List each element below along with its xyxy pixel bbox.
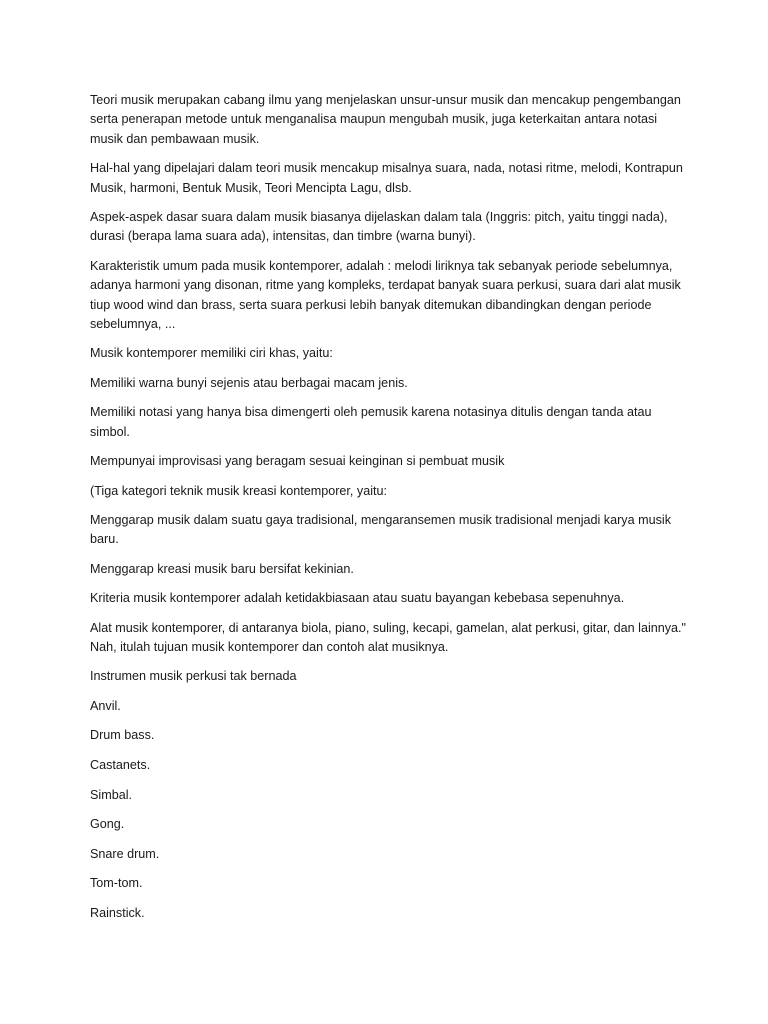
list-item-anvil: Anvil. [90, 698, 121, 713]
paragraph-gaya-tradisional: Menggarap musik dalam suatu gaya tradisional, mengaransemen musik tradisional menjadi karya musik baru. [90, 512, 671, 547]
paragraph-kriteria: Kriteria musik kontemporer adalah ketidakbiasaan atau suatu bayangan kebebasa sepenuhnya. [90, 591, 625, 606]
list-item-gong: Gong. [90, 817, 125, 832]
paragraph-karakteristik: Karakteristik umum pada musik kontemporer, adalah : melodi liriknya tak sebanyak periode sebelumnya, adanya harmoni yang disonan, ritme yang kompleks, terdapat banyak suara perkusi, suara dari alat musik tiup wood wind dan brass, serta suara perkusi lebih banyak ditemukan dibandingkan dengan periode sebelumnya, ... [90, 258, 681, 332]
paragraph-hal-dipelajari: Hal-hal yang dipelajari dalam teori musik mencakup misalnya suara, nada, notasi ritme, melodi, Kontrapun Musik, harmoni, Bentuk Musik, Teori Mencipta Lagu, dlsb. [90, 161, 683, 195]
list-item-rainstick: Rainstick. [90, 905, 145, 920]
paragraph-ciri-khas: Musik kontemporer memiliki ciri khas, yaitu: [90, 346, 333, 361]
list-item-simbal: Simbal. [90, 787, 132, 802]
paragraph-teori-musik: Teori musik merupakan cabang ilmu yang menjelaskan unsur-unsur musik dan mencakup pengembangan serta penerapan metode untuk menganalisa maupun mengubah musik, juga keterkaitan antara notasi musik dan pembawaan musik. [90, 93, 681, 146]
paragraph-improvisasi: Mempunyai improvisasi yang beragam sesuai keinginan si pembuat musik [90, 454, 505, 469]
list-item-drum-bass: Drum bass. [90, 728, 155, 743]
paragraph-aspek-dasar: Aspek-aspek dasar suara dalam musik biasanya dijelaskan dalam tala (Inggris: pitch, yaitu tinggi nada), durasi (berapa lama suara ada), intensitas, dan timbre (warna bunyi). [90, 210, 668, 244]
paragraph-tiga-kategori: (Tiga kategori teknik musik kreasi kontemporer, yaitu: [90, 483, 388, 498]
list-item-snare-drum: Snare drum. [90, 846, 160, 861]
list-item-tom-tom: Tom-tom. [90, 876, 143, 891]
paragraph-kreasi-baru: Menggarap kreasi musik baru bersifat kekinian. [90, 561, 354, 576]
list-item-castanets: Castanets. [90, 757, 151, 772]
paragraph-alat-musik: Alat musik kontemporer, di antaranya biola, piano, suling, kecapi, gamelan, alat perkusi, gitar, dan lainnya." Nah, itulah tujuan musik kontemporer dan contoh alat musiknya. [90, 620, 687, 654]
paragraph-warna-bunyi: Memiliki warna bunyi sejenis atau berbagai macam jenis. [90, 375, 408, 390]
paragraph-instrumen-perkusi: Instrumen musik perkusi tak bernada [90, 669, 297, 684]
paragraph-notasi: Memiliki notasi yang hanya bisa dimengerti oleh pemusik karena notasinya ditulis dengan tanda atau simbol. [90, 405, 652, 439]
